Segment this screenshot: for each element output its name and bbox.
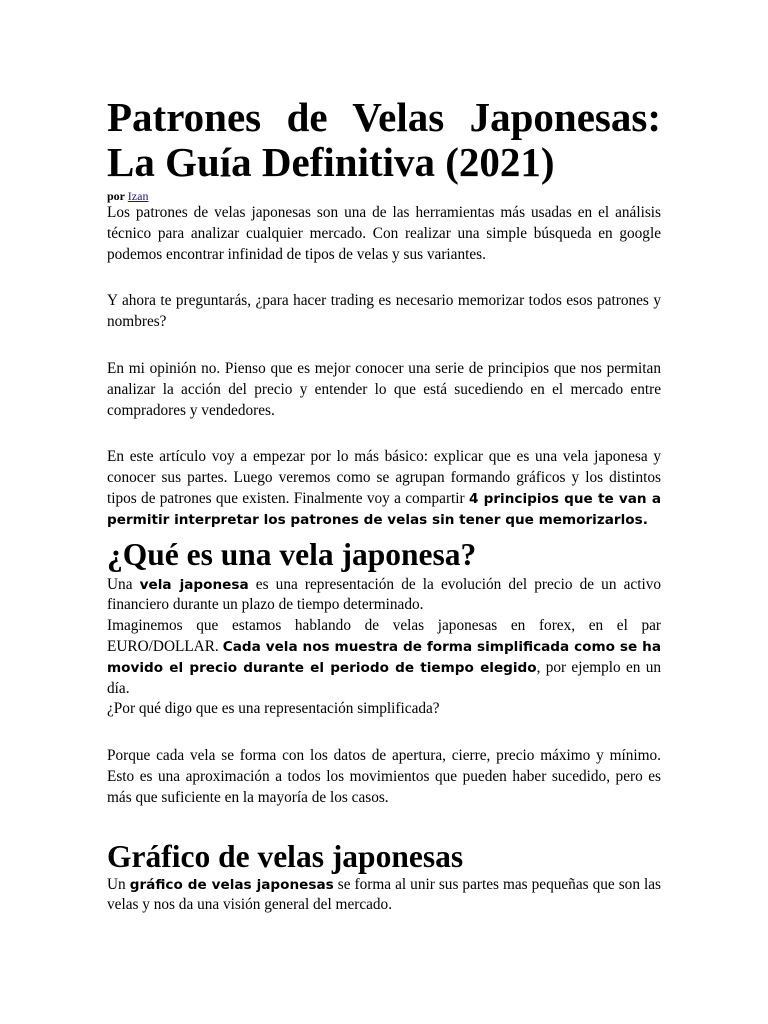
- article-title: [107, 95, 661, 185]
- section1-paragraph-1: [107, 575, 661, 617]
- intro-paragraph-1: Los patrones de velas japonesas son una de las herramientas más usadas en el análisis técnico para analizar cualquier mercado. Con realizar una simple búsqueda en google podemos encontrar infinidad de tipos de velas y sus variantes.: [107, 204, 661, 263]
- article-title-line-1: Patrones de Velas Japonesas:: [107, 94, 661, 140]
- section-heading-grafico-velas: Gráfico de velas japonesas: [107, 838, 464, 874]
- intro-paragraph-4-text: En este artículo voy a empezar por lo más básico: explicar que es una vela japonesa y conocer sus partes. Luego veremos como se agrupan formando gráficos y los distintos tipos de patrones que existen. Finalmente voy a compartir: [107, 448, 661, 507]
- section1-paragraph-3: ¿Por qué digo que es una representación simplificada?: [107, 700, 440, 718]
- section1-paragraph-2: [107, 616, 661, 699]
- section1-paragraph-2-end: , por ejemplo en un día.: [107, 658, 662, 697]
- byline: [107, 189, 661, 203]
- section1-paragraph-2-start: Imaginemos que estamos hablando de velas japonesas en forex, en el par EURO/DOLLAR.: [107, 617, 661, 655]
- section-heading-que-es-vela: ¿Qué es una vela japonesa?: [107, 536, 477, 572]
- intro-paragraph-4: [107, 447, 661, 530]
- section2-paragraph-1-bold: gráfico de velas japonesas: [129, 876, 334, 893]
- intro-paragraph-4-bold: 4 principios que te van a permitir interpretar los patrones de velas sin tener que memorizarlos.: [107, 490, 661, 528]
- author-link[interactable]: Izan: [127, 189, 149, 203]
- section2-paragraph-1: [107, 875, 661, 917]
- article: [107, 95, 661, 916]
- article-title-line-2: La Guía Definitiva (2021): [107, 139, 555, 185]
- byline-prefix: por: [107, 189, 128, 203]
- section2-paragraph-1-start: Un: [107, 875, 130, 893]
- section2-paragraph-1-end: se forma al unir sus partes mas pequeñas que son las velas y nos da una visión general del mercado.: [107, 875, 661, 914]
- intro-paragraph-2: Y ahora te preguntarás, ¿para hacer trading es necesario memorizar todos esos patrones y nombres?: [107, 292, 661, 331]
- section1-paragraph-1-bold: vela japonesa: [139, 576, 249, 593]
- section1-paragraph-1-end: es una representación de la evolución del precio de un activo financiero durante un plazo de tiempo determinado.: [107, 575, 661, 614]
- section1-paragraph-2-bold: Cada vela nos muestra de forma simplificada como se ha movido el precio durante el periodo de tiempo elegido: [107, 638, 661, 676]
- intro-paragraph-3: En mi opinión no. Pienso que es mejor conocer una serie de principios que nos permitan analizar la acción del precio y entender lo que está sucediendo en el mercado entre compradores y vendedores.: [107, 359, 661, 419]
- section1-paragraph-4: Porque cada vela se forma con los datos de apertura, cierre, precio máximo y mínimo. Esto es una aproximación a todos los movimientos que pueden haber sucedido, pero es más que suficiente en la mayoría de los casos.: [107, 747, 661, 806]
- section1-paragraph-1-start: Una: [107, 575, 140, 593]
